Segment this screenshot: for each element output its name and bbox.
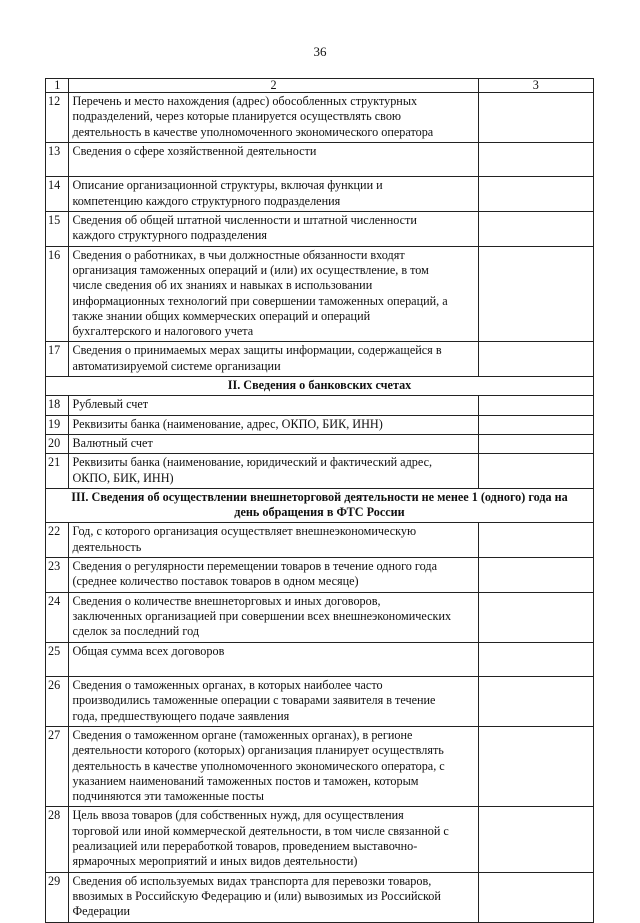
description-line: подразделений, через которые планируется осуществлять свою bbox=[72, 109, 402, 124]
description-line: организация таможенных операций и (или) их осуществление, в том bbox=[72, 262, 429, 277]
row-description bbox=[69, 434, 478, 453]
description-line: Цель ввоза товаров (для собственных нужд, для осуществления bbox=[72, 808, 404, 823]
row-value-cell[interactable] bbox=[478, 415, 593, 434]
table-row bbox=[46, 434, 594, 453]
description-line: заключенных организацией при совершении всех внешнеэкономических bbox=[72, 608, 452, 623]
row-description bbox=[69, 142, 478, 177]
description-line: числе сведения об их знаниях и навыках в использовании bbox=[72, 278, 373, 293]
table-row bbox=[46, 246, 594, 342]
row-number: 22 bbox=[46, 523, 69, 558]
row-description bbox=[69, 93, 478, 143]
description-line: подчиняются эти таможенные посты bbox=[72, 789, 264, 804]
row-description bbox=[69, 342, 478, 377]
row-number: 23 bbox=[46, 558, 69, 593]
description-line bbox=[72, 159, 474, 174]
row-description bbox=[69, 454, 478, 489]
section-title bbox=[46, 488, 594, 523]
table-row bbox=[46, 212, 594, 247]
row-value-cell[interactable] bbox=[478, 177, 593, 212]
description-line: деятельности которого (которых) организация планирует осуществлять bbox=[72, 743, 444, 758]
row-description bbox=[69, 677, 478, 727]
description-line: деятельность bbox=[72, 539, 142, 554]
table-row bbox=[46, 415, 594, 434]
description-line: ярмарочных мероприятий и иных видов деятельности) bbox=[72, 854, 358, 869]
row-number: 13 bbox=[46, 142, 69, 177]
description-line: деятельность в качестве уполномоченного экономического оператора bbox=[72, 124, 434, 139]
row-description bbox=[69, 807, 478, 872]
description-line: указанием наименований таможенных постов и таможен, которым bbox=[72, 773, 419, 788]
row-description bbox=[69, 642, 478, 677]
row-description bbox=[69, 523, 478, 558]
row-number: 12 bbox=[46, 93, 69, 143]
table-row bbox=[46, 177, 594, 212]
table-row bbox=[46, 454, 594, 489]
row-value-cell[interactable] bbox=[478, 246, 593, 342]
description-line: деятельность в качестве уполномоченного экономического оператора, с bbox=[72, 758, 445, 773]
description-line: Сведения об общей штатной численности и штатной численности bbox=[72, 213, 417, 228]
row-number: 19 bbox=[46, 415, 69, 434]
row-number: 17 bbox=[46, 342, 69, 377]
row-value-cell[interactable] bbox=[478, 726, 593, 806]
table-row bbox=[46, 523, 594, 558]
description-line: ввозимых в Российскую Федерацию и (или) вывозимых из Российской bbox=[72, 888, 441, 903]
description-line: ОКПО, БИК, ИНН) bbox=[72, 470, 174, 485]
description-line: Реквизиты банка (наименование, адрес, ОКПО, БИК, ИНН) bbox=[72, 416, 383, 431]
row-number: 27 bbox=[46, 726, 69, 806]
table-row bbox=[46, 142, 594, 177]
description-line: компетенцию каждого структурного подразделения bbox=[72, 193, 341, 208]
description-line: Рублевый счет bbox=[72, 397, 149, 412]
description-line: Сведения о сфере хозяйственной деятельности bbox=[72, 143, 317, 158]
description-line: производились таможенные операции с товарами заявителя в течение bbox=[72, 693, 436, 708]
row-number: 29 bbox=[46, 872, 69, 922]
row-number: 21 bbox=[46, 454, 69, 489]
description-line: Сведения о работниках, в чьи должностные обязанности входят bbox=[72, 247, 405, 262]
description-line: Сведения о количестве внешнеторговых и иных договоров, bbox=[72, 593, 381, 608]
column-header-description: 2 bbox=[69, 79, 478, 93]
description-line: информационных технологий при совершении таможенных операций, а bbox=[72, 293, 448, 308]
row-value-cell[interactable] bbox=[478, 642, 593, 677]
row-value-cell[interactable] bbox=[478, 396, 593, 415]
column-header-number: 1 bbox=[46, 79, 69, 93]
row-description bbox=[69, 396, 478, 415]
description-line bbox=[72, 659, 474, 674]
description-line: сделок за последний год bbox=[72, 624, 200, 639]
table-row bbox=[46, 342, 594, 377]
description-line: торговой или иной коммерческой деятельности, в том числе связанной с bbox=[72, 823, 449, 838]
row-description bbox=[69, 872, 478, 922]
table-row bbox=[46, 642, 594, 677]
description-line: автоматизируемой системе организации bbox=[72, 358, 281, 373]
row-number: 25 bbox=[46, 642, 69, 677]
section-title-line: III. Сведения об осуществлении внешнеторговой деятельности не менее 1 (одного) года на bbox=[71, 489, 568, 504]
row-value-cell[interactable] bbox=[478, 212, 593, 247]
row-number: 18 bbox=[46, 396, 69, 415]
column-header-value: 3 bbox=[478, 79, 593, 93]
description-line: Сведения об используемых видах транспорта для перевозки товаров, bbox=[72, 873, 432, 888]
row-value-cell[interactable] bbox=[478, 93, 593, 143]
description-line: (среднее количество поставок товаров в одном месяце) bbox=[72, 574, 359, 589]
row-number: 14 bbox=[46, 177, 69, 212]
row-value-cell[interactable] bbox=[478, 677, 593, 727]
row-value-cell[interactable] bbox=[478, 558, 593, 593]
row-description bbox=[69, 558, 478, 593]
section-header-row bbox=[46, 377, 594, 396]
description-line: Год, с которого организация осуществляет внешнеэкономическую bbox=[72, 524, 417, 539]
description-line: Общая сумма всех договоров bbox=[72, 643, 225, 658]
column-header-row bbox=[46, 79, 594, 93]
table-row bbox=[46, 872, 594, 922]
row-value-cell[interactable] bbox=[478, 807, 593, 872]
description-line: Реквизиты банка (наименование, юридический и фактический адрес, bbox=[72, 455, 433, 470]
description-line: Описание организационной структуры, включая функции и bbox=[72, 178, 383, 193]
row-description bbox=[69, 726, 478, 806]
row-value-cell[interactable] bbox=[478, 523, 593, 558]
section-title bbox=[46, 377, 594, 396]
table-row bbox=[46, 592, 594, 642]
row-value-cell[interactable] bbox=[478, 454, 593, 489]
requirements-table bbox=[45, 78, 594, 923]
section-title-line: день обращения в ФТС России bbox=[234, 505, 405, 520]
row-number: 15 bbox=[46, 212, 69, 247]
description-line: года, предшествующего подаче заявления bbox=[72, 708, 290, 723]
section-header-row bbox=[46, 488, 594, 523]
description-line: также знании общих коммерческих операций и операций bbox=[72, 308, 371, 323]
description-line: Федерации bbox=[72, 904, 131, 919]
row-value-cell[interactable] bbox=[478, 434, 593, 453]
description-line: бухгалтерского и налогового учета bbox=[72, 324, 254, 339]
description-line: Сведения о принимаемых мерах защиты информации, содержащейся в bbox=[72, 343, 442, 358]
row-value-cell[interactable] bbox=[478, 872, 593, 922]
description-line: каждого структурного подразделения bbox=[72, 228, 267, 243]
table-row bbox=[46, 558, 594, 593]
row-value-cell[interactable] bbox=[478, 342, 593, 377]
row-number: 28 bbox=[46, 807, 69, 872]
description-line: Сведения о таможенных органах, в которых наиболее часто bbox=[72, 678, 383, 693]
page-number: 36 bbox=[313, 44, 327, 59]
row-description bbox=[69, 415, 478, 434]
row-description bbox=[69, 246, 478, 342]
description-line: Сведения о регулярности перемещении товаров в течение одного года bbox=[72, 559, 437, 574]
row-description bbox=[69, 592, 478, 642]
row-number: 24 bbox=[46, 592, 69, 642]
table-row bbox=[46, 396, 594, 415]
row-value-cell[interactable] bbox=[478, 142, 593, 177]
table-row bbox=[46, 677, 594, 727]
row-number: 20 bbox=[46, 434, 69, 453]
section-title-line: II. Сведения о банковских счетах bbox=[227, 378, 412, 393]
description-line: Валютный счет bbox=[72, 435, 153, 450]
table-body bbox=[46, 79, 594, 923]
row-description bbox=[69, 212, 478, 247]
description-line: Перечень и место нахождения (адрес) обособленных структурных bbox=[72, 94, 418, 108]
table-row bbox=[46, 93, 594, 143]
row-value-cell[interactable] bbox=[478, 592, 593, 642]
description-line: реализацией или переработкой товаров, проведением выставочно- bbox=[72, 839, 418, 854]
table-row bbox=[46, 807, 594, 872]
row-description bbox=[69, 177, 478, 212]
table-row bbox=[46, 726, 594, 806]
row-number: 26 bbox=[46, 677, 69, 727]
description-line: Сведения о таможенном органе (таможенных органах), в регионе bbox=[72, 727, 413, 742]
row-number: 16 bbox=[46, 246, 69, 342]
